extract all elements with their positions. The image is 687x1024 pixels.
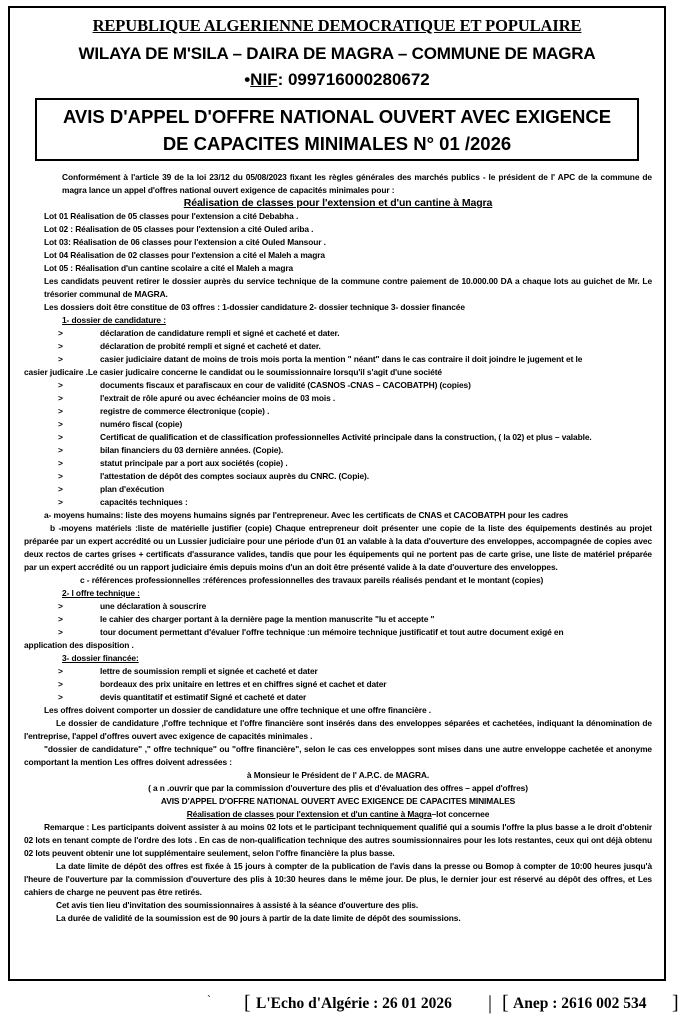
republic-heading: REPUBLIQUE ALGERIENNE DEMOCRATIQUE ET POPULAIRE: [92, 16, 582, 35]
cand-item: > plan d'exécution: [58, 484, 165, 494]
address-line-1: à Monsieur le Président de l' A.P.C. de MAGRA.: [246, 770, 430, 780]
cand-item: > numéro fiscal (copie): [58, 419, 183, 429]
address-line-4: Réalisation de classes pour l'extension et d'un cantine à Magra–lot concernee: [186, 809, 490, 819]
cand-item: > l'extrait de rôle apuré ou avec échéancier moins de 03 mois .: [58, 393, 336, 403]
technical-title: 2- l offre technique :: [62, 588, 140, 598]
bracket-icon: [: [502, 992, 509, 1014]
lot-5: Lot 05 : Réalisation d'un cantine scolaire a cité el Maleh a magra: [44, 263, 294, 273]
cand-item: > Certificat de qualification et de classification professionnelles Activité principale dans la construction, ( la 02) et plus – valable.: [58, 432, 592, 442]
bullet-arrow-icon: >: [58, 679, 63, 689]
notice-body: [10, 171, 664, 925]
cand-item: > capacités techniques :: [58, 497, 188, 507]
moyens-humains: a- moyens humains: liste des moyens humains signés par l'entrepreneur. Avec les certificats de CNAS et CACOBATPH pour les cadres: [44, 510, 569, 520]
references-line: c - références professionnelles :références professionnelles des travaux pareils réalisés pendant et le montant (copies): [80, 575, 544, 585]
bracket-icon: ]: [672, 992, 679, 1014]
notice-title-line2: DE CAPACITES MINIMALES N° 01 /2026: [162, 133, 512, 154]
divider-icon: |: [488, 992, 493, 1014]
nif-label: NIF: [250, 70, 278, 89]
offres-paragraph: Les offres doivent comporter un dossier de candidature une offre technique et une offre financière .: [44, 705, 431, 715]
notice-frame: [8, 6, 666, 981]
bullet-arrow-icon: >: [58, 341, 63, 351]
bullet-arrow-icon: >: [58, 445, 63, 455]
lot-4: Lot 04 Réalisation de 02 classes pour l'extension a cité el Maleh a magra: [44, 250, 325, 260]
tech-item: > le cahier des charger portant à la dernière page la mention manuscrite "lu et accepte ": [58, 614, 435, 624]
bullet-arrow-icon: >: [58, 406, 63, 416]
bullet-arrow-icon: >: [58, 354, 63, 364]
financial-title: 3- dossier financée:: [62, 653, 139, 663]
address-line-2: ( a n .ouvrir que par la commission d'ouverture des plis et d'évaluation des offres – appel d'offres): [148, 783, 528, 793]
bracket-icon: [: [244, 992, 251, 1014]
lot-3: Lot 03: Réalisation de 06 classes pour l'extension a cité Ouled Mansour .: [44, 237, 326, 247]
remarque-paragraph: Remarque : Les participants doivent assister à au moins 02 lots et le participant techniquement qualifié qui a soumis l'offre la plus basse a le droit d'obtenir 02 lots en tenant compte de l'ordre des lots . En cas de non-qualification technique des autres soumissionnaires pour les lots restantes, ceux qui ont déjà obtenu 02 lots peuvent obtenir une lot supplémentaire seulement, selon l'offre financière la plus basse.: [24, 822, 652, 858]
casier-continuation: casier judicaire .Le casier judicaire concerne le candidat ou le soumissionnaire lorsqu'il s'agit d'une société: [24, 367, 442, 377]
bullet-arrow-icon: >: [58, 627, 63, 637]
bullet-arrow-icon: >: [58, 328, 63, 338]
bullet-arrow-icon: >: [58, 484, 63, 494]
lot-1: Lot 01 Réalisation de 05 classes pour l'extension a cité Debabha .: [44, 211, 299, 221]
withdraw-paragraph: Les candidats peuvent retirer le dossier auprès du service technique de la commune contre paiement de 10.000.00 DA a chaque lots au guichet de Mr. Le trésorier communal de MAGRA.: [44, 276, 652, 299]
cand-item: > déclaration de probité rempli et signé et cacheté et dater.: [58, 341, 321, 351]
bullet-arrow-icon: >: [58, 471, 63, 481]
mention-paragraph: "dossier de candidature" ," offre technique" ou "offre financière", selon le cas ces enveloppes sont mises dans une autre enveloppe cachetée et anonyme comportant la mention Les offres doivent adressées :: [24, 744, 652, 767]
fin-item: > lettre de soumission rempli et signée et cacheté et dater: [58, 666, 318, 676]
bullet-arrow-icon: >: [58, 393, 63, 403]
bullet-arrow-icon: >: [58, 601, 63, 611]
tech-item: > une déclaration à souscrire: [58, 601, 207, 611]
cand-item: > déclaration de candidature rempli et signé et cacheté et dater.: [58, 328, 340, 338]
cand-item: > statut principale par a port aux sociétés (copie) .: [58, 458, 288, 468]
bullet-arrow-icon: >: [58, 380, 63, 390]
bullet-arrow-icon: >: [58, 614, 63, 624]
footer-mark: `: [207, 993, 211, 1007]
tech-item: > tour document permettant d'évaluer l'offre technique :un mémoire technique justificatif et tout autre document exigé en: [58, 627, 564, 637]
dossier-paragraph: Le dossier de candidature ,l'offre technique et l'offre financière sont insérés dans des enveloppes séparées et cachetées, indiquant la dénomination de l'entreprise, l'appel d'offres ouvert avec exigence de capacités minimales .: [24, 718, 652, 741]
bullet-arrow-icon: >: [58, 458, 63, 468]
moyens-materiels: b -moyens matériels :liste de matérielle justifier (copie) Chaque entrepreneur doit présenter une copie de la liste des équipements destinés au projet préparée par un expert accrédité ou un Lussier judiciaire pour une période d'un 01 an valable à la data d'ouverture des enveloppes, accompagnée de copies avec deux rectos de cartes grises + certificats d'assurance valides, tandis que pour les équipements qui ne portent pas de carte grise, une liste de matériel préparée par un expert accrédité ou un rapport judiciaire émis depuis moins d'un an doit être présenté valide à la date d'ouverture des enveloppes.: [24, 523, 652, 572]
notice-title-line1: AVIS D'APPEL D'OFFRE NATIONAL OUVERT AVEC EXIGENCE: [62, 106, 612, 127]
composition-line: Les dossiers doit être constitue de 03 offres : 1-dossier candidature 2- dossier technique 3- dossier financée: [44, 302, 465, 312]
date-limite-paragraph: La date limite de dépôt des offres est fixée à 15 jours à compter de la publication de l'avis dans la presse ou Bomop à compter de 10:00 heures jusqu'à l'heure de l'ouverture par la commission d'ouverture des plis à 10:30 heures dans le même jour. De plus, le dernier jour est réservé au dépôt des offres, et Les cahiers de charge ne peuvent pas être retirés.: [24, 861, 652, 897]
validite-line: La durée de validité de la soumission est de 90 jours à partir de la date limite de dépôt des soumissions.: [56, 913, 461, 923]
cand-item: > registre de commerce électronique (copie) .: [58, 406, 270, 416]
bullet-arrow-icon: >: [58, 692, 63, 702]
nif-line: •NIF: 099716000280672: [244, 70, 430, 89]
echo-reference: L'Echo d'Algérie : 26 01 2026: [256, 995, 452, 1012]
cand-item: > documents fiscaux et parafiscaux en cour de validité (CASNOS -CNAS – CACOBATPH) (copies): [58, 380, 471, 390]
tech-continuation: application des disposition .: [24, 640, 134, 650]
bullet-arrow-icon: >: [58, 497, 63, 507]
notice-title-box: [35, 98, 639, 161]
fin-item: > bordeaux des prix unitaire en lettres et en chiffres signé et cachet et dater: [58, 679, 387, 689]
intro-paragraph: Conformément à l'article 39 de la loi 23/12 du 05/08/2023 fixant les règles générales des marchés publics - le président de l' APC de la commune de magra lance un appel d'offres national ouvert exigence de capacités minimales pour :: [62, 172, 652, 195]
cand-item: > bilan financiers du 03 dernière années. (Copie).: [58, 445, 284, 455]
address-line-3: AVIS D'APPEL D'OFFRE NATIONAL OUVERT AVEC EXIGENCE DE CAPACITES MINIMALES: [160, 796, 516, 806]
bullet-arrow-icon: >: [58, 666, 63, 676]
bullet-arrow-icon: >: [58, 432, 63, 442]
lot-2: Lot 02 : Réalisation de 05 classes pour l'extension a cité Ouled ariba .: [44, 224, 314, 234]
cand-item: > l'attestation de dépôt des comptes sociaux auprès du CNRC. (Copie).: [58, 471, 369, 481]
wilaya-heading: WILAYA DE M'SILA – DAIRA DE MAGRA – COMMUNE DE MAGRA: [78, 44, 596, 63]
invitation-line: Cet avis tien lieu d'invitation des soumissionnaires à assisté à la séance d'ouverture des plis.: [56, 900, 419, 910]
publication-footer: [0, 993, 687, 1019]
cand-item: > casier judiciaire datant de moins de trois mois porta la mention " néant" dans le cas contraire il doit joindre le jugement et le: [58, 354, 583, 364]
bullet-arrow-icon: >: [58, 419, 63, 429]
anep-reference: Anep : 2616 002 534: [513, 995, 647, 1012]
subject-line: Réalisation de classes pour l'extension et d'un cantine à Magra: [183, 197, 493, 209]
nif-value: : 099716000280672: [277, 70, 430, 89]
fin-item: > devis quantitatif et estimatif Signé et cacheté et dater: [58, 692, 307, 702]
candidature-title: 1- dossier de candidature :: [62, 315, 166, 325]
